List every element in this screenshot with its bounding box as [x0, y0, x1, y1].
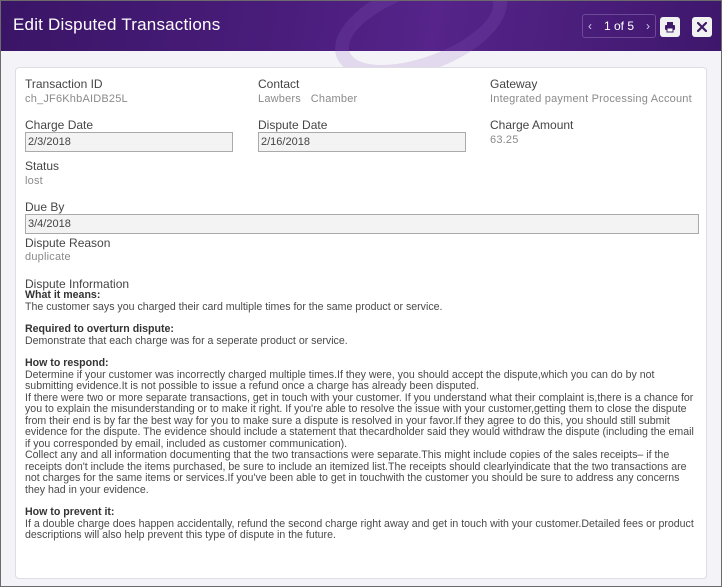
pager-count: 1 of 5 — [603, 19, 635, 33]
due-by-input[interactable] — [25, 214, 699, 234]
how-to-respond-heading: How to respond: — [25, 357, 109, 369]
dispute-reason-label: Dispute Reason — [25, 236, 111, 250]
how-to-prevent-text: If a double charge does happen accidentally, refund the second charge right away and get in touch with your customer.Detailed fees or product descriptions will also help prevent this type of dispute in the future. — [25, 517, 694, 541]
what-it-means-heading: What it means: — [25, 289, 101, 301]
required-heading: Required to overturn dispute: — [25, 323, 174, 335]
how-to-prevent-heading: How to prevent it: — [25, 506, 115, 518]
transaction-id-value: ch_JF6KhbAIDB25L — [25, 93, 128, 105]
print-button[interactable] — [660, 17, 680, 37]
close-icon — [697, 22, 707, 32]
charge-amount-label: Charge Amount — [490, 118, 574, 132]
dispute-information-label: Dispute Information — [25, 277, 130, 291]
required-text: Demonstrate that each charge was for a seperate product or service. — [25, 334, 348, 347]
dispute-date-input[interactable] — [258, 132, 466, 152]
dialog-titlebar — [1, 1, 721, 51]
charge-date-input[interactable] — [25, 132, 233, 152]
chevron-left-icon[interactable]: ‹ — [588, 19, 592, 33]
record-pager — [582, 14, 656, 38]
contact-label: Contact — [258, 77, 300, 91]
gateway-label: Gateway — [490, 77, 538, 91]
print-icon — [664, 21, 676, 33]
chevron-right-icon[interactable]: › — [646, 19, 650, 33]
charge-date-label: Charge Date — [25, 118, 94, 132]
transaction-id-label: Transaction ID — [25, 77, 103, 91]
gateway-value: Integrated payment Processing Account — [490, 93, 692, 105]
dispute-information-text — [25, 290, 701, 542]
dispute-reason-value: duplicate — [25, 251, 71, 263]
dispute-date-label: Dispute Date — [258, 118, 328, 132]
contact-value: Lawbers Chamber — [258, 93, 358, 105]
dialog-title: Edit Disputed Transactions — [13, 15, 221, 34]
charge-amount-value: 63.25 — [490, 134, 519, 146]
what-it-means-text: The customer says you charged their card multiple times for the same product or service. — [25, 300, 443, 313]
due-by-label: Due By — [25, 200, 65, 214]
status-value: lost — [25, 175, 43, 187]
how-to-respond-paragraph-2: If there were two or more separate transactions, get in touch with your customer. If you understand what their complaint is,there is a chance for you to explain the misunderstanding or to make it right. If you're able to resolve the issue with your customer,getting them to close the dispute from their end is by far the best way for you to make sure a dispute is resolved in your favor.If they agree to do this, you should still submit evidence for the dispute. The evidence should include a statement that thecardholder said they would withdraw the dispute (including the email if you corresponded by email, included as customer communication). — [25, 391, 694, 450]
status-label: Status — [25, 159, 60, 173]
how-to-respond-paragraph-1: Determine if your customer was incorrectly charged multiple times.If they were, you should accept the dispute,which you can do by not submitting evidence.It is not possible to issue a refund once a charge has already been disputed. — [25, 368, 655, 392]
how-to-respond-paragraph-3: Collect any and all information documenting that the two transactions were separate.This might include copies of the sales receipts– if the receipts don't include the items purchased, be sure to include an itemized list.The receipts should clearlyindicate that the two transactions are not charges for the same items or services.If you've been able to get in touchwith the customer you should be sure to address any concerns they had in your evidence. — [25, 449, 687, 496]
close-button[interactable] — [692, 17, 712, 37]
